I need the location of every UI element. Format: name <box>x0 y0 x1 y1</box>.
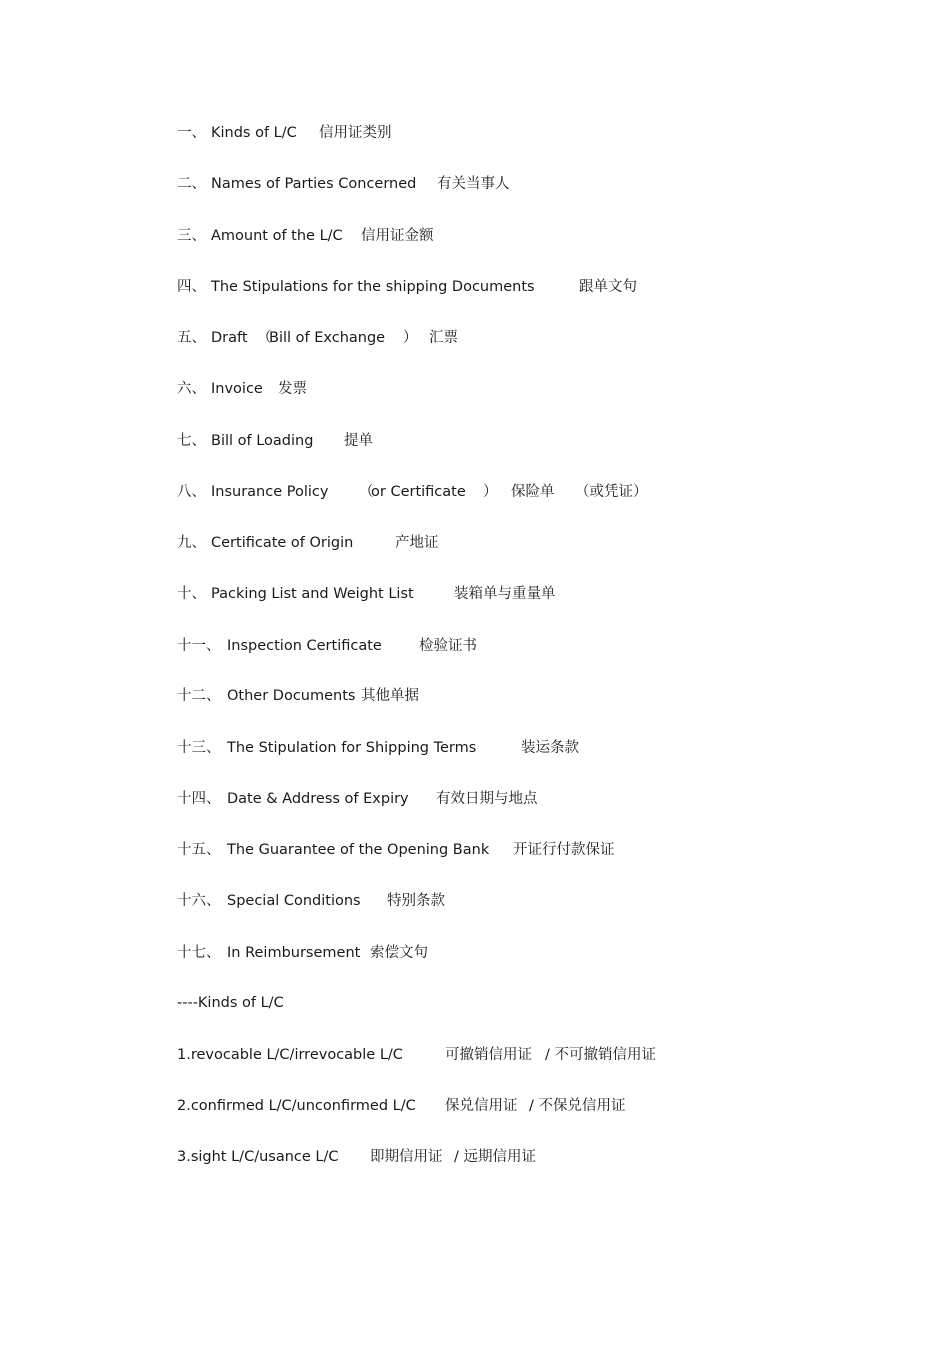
item-number: 十一、 <box>177 638 221 654</box>
item-chinese: 发票 <box>278 381 307 397</box>
item-english: Date & Address of Expiry <box>227 791 409 807</box>
item-number: 二、 <box>177 176 206 192</box>
item-chinese: 产地证 <box>395 535 439 551</box>
list-item <box>177 840 615 860</box>
list-item <box>177 789 538 809</box>
item-number: 十六、 <box>177 893 221 909</box>
list-item <box>177 482 648 502</box>
item-chinese: 索偿文句 <box>370 945 428 961</box>
list-item <box>177 533 439 553</box>
item-english: The Stipulation for Shipping Terms <box>227 740 477 756</box>
kind-chinese: 可撤销信用证 <box>445 1047 532 1063</box>
item-english: The Stipulations for the shipping Documents <box>211 279 535 295</box>
item-chinese: 有效日期与地点 <box>436 791 538 807</box>
item-chinese: 跟单文句 <box>579 279 637 295</box>
item-chinese: 特别条款 <box>387 893 445 909</box>
kind-chinese-secondary: / 不可撤销信用证 <box>545 1047 656 1063</box>
open-paren: （ <box>257 330 272 346</box>
item-number: 一、 <box>177 125 206 141</box>
item-number: 十三、 <box>177 740 221 756</box>
open-paren: （ <box>359 484 374 500</box>
kind-english: 3.sight L/C/usance L/C <box>177 1149 339 1165</box>
item-chinese: 开证行付款保证 <box>513 842 615 858</box>
item-number: 七、 <box>177 433 206 449</box>
list-item <box>177 277 637 297</box>
item-number: 十四、 <box>177 791 221 807</box>
kind-english: 1.revocable L/C/irrevocable L/C <box>177 1047 403 1063</box>
item-number: 四、 <box>177 279 206 295</box>
list-item <box>177 1147 536 1167</box>
item-chinese: 信用证金额 <box>361 228 434 244</box>
item-number: 八、 <box>177 484 206 500</box>
list-item <box>177 226 434 246</box>
close-paren: ） <box>403 330 418 346</box>
item-chinese: 有关当事人 <box>437 176 510 192</box>
item-english: Certificate of Origin <box>211 535 354 551</box>
list-item <box>177 891 445 911</box>
list-item <box>177 1045 656 1065</box>
list-item <box>177 686 419 706</box>
item-number: 五、 <box>177 330 206 346</box>
item-number: 三、 <box>177 228 206 244</box>
item-english: Inspection Certificate <box>227 638 382 654</box>
item-chinese: 信用证类别 <box>319 125 392 141</box>
item-english: Invoice <box>211 381 263 397</box>
list-item <box>177 379 307 399</box>
item-number: 十二、 <box>177 688 221 704</box>
kind-english: 2.confirmed L/C/unconfirmed L/C <box>177 1098 416 1114</box>
list-item <box>177 636 477 656</box>
item-chinese-secondary: （或凭证） <box>575 484 648 500</box>
item-english: Amount of the L/C <box>211 228 343 244</box>
item-english: The Guarantee of the Opening Bank <box>227 842 490 858</box>
item-english: Special Conditions <box>227 893 361 909</box>
item-english: Draft <box>211 330 248 346</box>
list-item <box>177 738 579 758</box>
list-item <box>177 123 392 143</box>
list-item <box>177 943 428 963</box>
item-chinese: 汇票 <box>429 330 458 346</box>
item-english: Bill of Loading <box>211 433 314 449</box>
item-number: 九、 <box>177 535 206 551</box>
item-chinese: 检验证书 <box>419 638 477 654</box>
item-english: Insurance Policy <box>211 484 329 500</box>
item-chinese: 保险单 <box>511 484 555 500</box>
kind-chinese: 保兑信用证 <box>445 1098 518 1114</box>
list-item <box>177 431 373 451</box>
kind-chinese: 即期信用证 <box>370 1149 443 1165</box>
section-heading: ----Kinds of L/C <box>177 995 284 1011</box>
item-english: Names of Parties Concerned <box>211 176 417 192</box>
list-item <box>177 328 458 348</box>
item-english: Packing List and Weight List <box>211 586 414 602</box>
item-number: 六、 <box>177 381 206 397</box>
item-english: In Reimbursement <box>227 945 361 961</box>
item-chinese: 提单 <box>344 433 373 449</box>
item-english-secondary: or Certificate <box>371 484 466 500</box>
list-item <box>177 174 510 194</box>
kind-chinese-secondary: / 远期信用证 <box>454 1149 536 1165</box>
kind-chinese-secondary: / 不保兑信用证 <box>529 1098 626 1114</box>
item-number: 十、 <box>177 586 206 602</box>
item-english-secondary: Bill of Exchange <box>269 330 386 346</box>
item-english: Kinds of L/C <box>211 125 297 141</box>
item-number: 十五、 <box>177 842 221 858</box>
item-chinese: 装运条款 <box>521 740 579 756</box>
item-number: 十七、 <box>177 945 221 961</box>
item-chinese: 其他单据 <box>361 688 419 704</box>
list-item <box>177 1096 626 1116</box>
item-chinese: 装箱单与重量单 <box>454 586 556 602</box>
item-english: Other Documents <box>227 688 356 704</box>
list-item <box>177 584 556 604</box>
close-paren: ） <box>483 484 498 500</box>
